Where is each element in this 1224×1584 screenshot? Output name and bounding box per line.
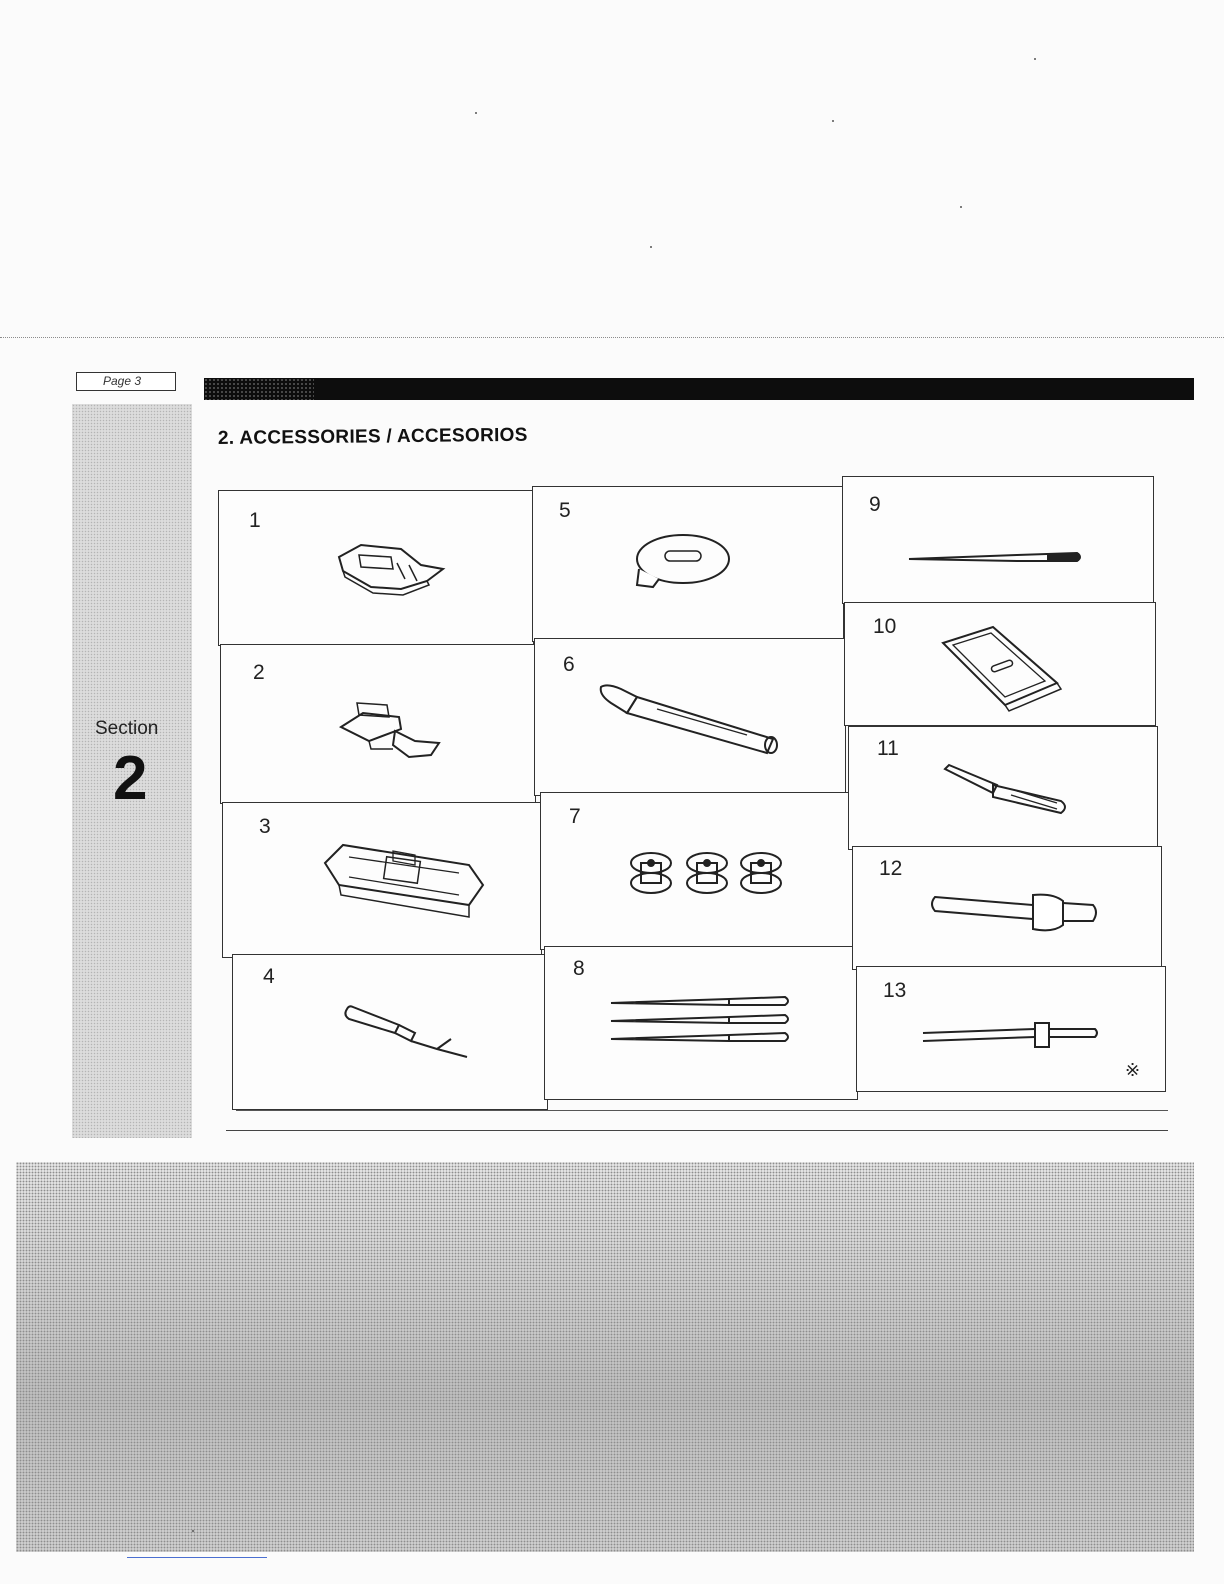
table-bottom-rule: [236, 1110, 1168, 1111]
accessory-number: 10: [873, 615, 897, 638]
accessory-number: 2: [253, 661, 265, 684]
twin-needle-icon: [921, 1021, 1101, 1051]
accessory-cell-5: [532, 486, 844, 642]
zipper-foot-icon: [335, 697, 450, 769]
lint-brush-icon: [597, 681, 783, 757]
needle-icon: [907, 549, 1083, 565]
accessory-cell-7: [540, 792, 854, 950]
accessory-cell-2: [220, 644, 536, 804]
accessory-number: 12: [879, 857, 903, 880]
accessory-number: 11: [877, 737, 899, 760]
accessory-number: 5: [559, 499, 571, 522]
accessory-number: 4: [263, 965, 275, 988]
accessory-cell-3: [222, 802, 542, 958]
accessory-number: 1: [249, 509, 261, 532]
zigzag-foot-icon: [331, 535, 451, 605]
footer-link-line: [127, 1557, 267, 1558]
screwdriver-icon: [941, 763, 1071, 817]
page-title: 2. ACCESSORIES / ACCESORIOS: [217, 424, 528, 449]
buttonhole-foot-icon: [319, 833, 487, 925]
accessory-cell-13: [856, 966, 1166, 1092]
seam-ripper-icon: [341, 999, 473, 1059]
section-label: Section: [95, 718, 159, 739]
accessory-cell-1: [218, 490, 534, 646]
section-number: 2: [113, 744, 148, 813]
accessory-cell-8: [544, 946, 858, 1100]
scan-noise-area: [16, 1162, 1194, 1552]
scan-speck: [650, 246, 652, 248]
page-tag: Page 3: [76, 372, 176, 391]
bobbins-icon: [623, 849, 791, 899]
spool-pin-icon: [929, 889, 1101, 935]
accessory-cell-9: [842, 476, 1154, 604]
accessory-cell-11: [848, 726, 1158, 850]
spool-cap-icon: [631, 529, 733, 595]
accessory-cell-10: [844, 602, 1156, 726]
accessory-number: 3: [259, 815, 271, 838]
accessory-number: 13: [883, 979, 907, 1002]
footer-rule: [226, 1130, 1168, 1131]
scan-speck: [475, 112, 477, 114]
accessory-number: 8: [573, 957, 585, 980]
accessory-cell-6: [534, 638, 846, 796]
accessory-number: 7: [569, 805, 581, 828]
accessory-number: 6: [563, 653, 575, 676]
note-mark: ※: [1125, 1060, 1141, 1080]
scan-speck: [1034, 58, 1036, 60]
accessory-cell-4: [232, 954, 548, 1110]
accessory-cell-12: [852, 846, 1162, 970]
scan-speck: [960, 206, 962, 208]
darning-plate-icon: [939, 623, 1065, 713]
needles-icon: [609, 993, 791, 1047]
scan-speck: [832, 120, 834, 122]
scan-speck: [192, 1530, 194, 1532]
accessory-number: 9: [869, 493, 881, 516]
